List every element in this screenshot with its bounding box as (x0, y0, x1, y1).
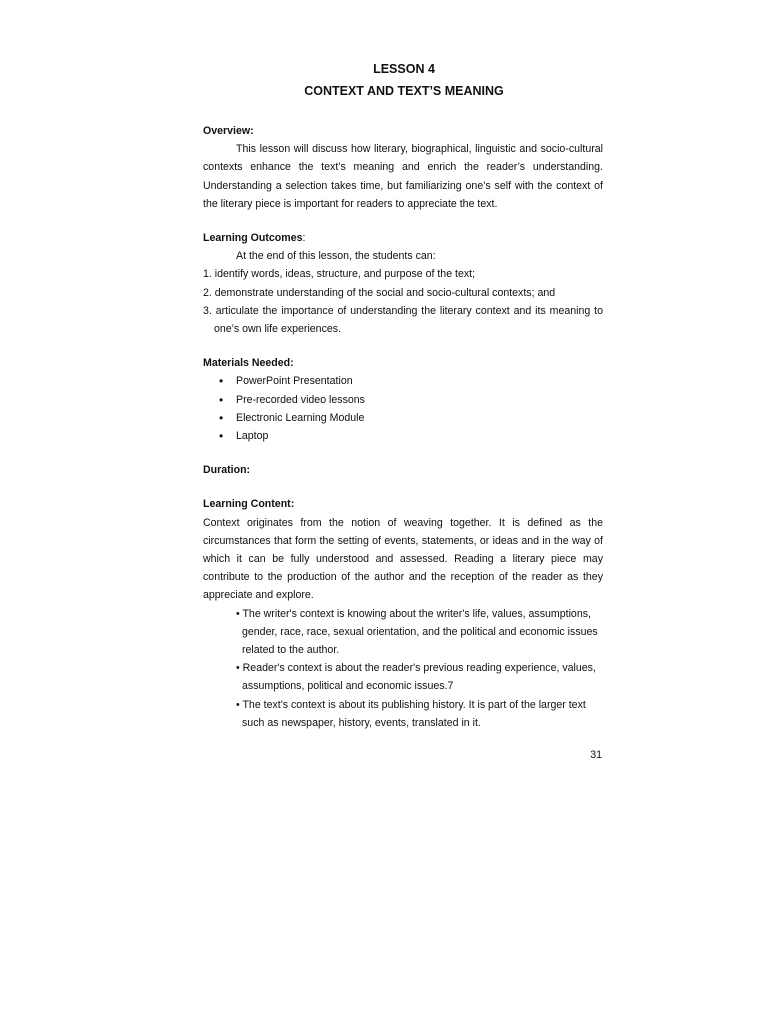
outcomes-heading: Learning Outcomes (203, 232, 303, 245)
duration-heading: Duration: (203, 464, 251, 477)
content-item: • The text's context is about its publishing history. It is part of the larger text such as newspaper, history, events, translated in it. (236, 698, 586, 729)
title-block (0, 59, 768, 102)
overview-text: This lesson will discuss how literary, biographical, linguistic and socio-cultural contexts enhance the text’s meaning and enrich the reader’s understanding. Understanding a selection takes time, but familiarizing one’s self with the context of the literary piece is important for readers to appreciate the text. (203, 143, 603, 210)
materials-heading: Materials Needed: (203, 357, 294, 370)
materials-list (203, 372, 603, 445)
content-heading: Learning Content: (203, 498, 295, 511)
outcome-item: 3. articulate the importance of understanding the literary context and its meaning to one’s own life experiences. (203, 304, 603, 336)
content-item: • Reader's context is about the reader's previous reading experience, values, assumptions, political and economic issues.7 (236, 662, 596, 693)
materials-item: • Laptop (236, 427, 603, 445)
outcomes-heading-colon: : (302, 232, 306, 245)
lesson-number: LESSON 4 (373, 62, 435, 76)
overview-heading: Overview: (203, 125, 254, 137)
lesson-title: CONTEXT AND TEXT’S MEANING (304, 84, 504, 98)
page-number: 31 (590, 749, 602, 761)
content-paragraph: Context originates from the notion of weaving together. It is defined as the circumstances that form the setting of events, statements, or ideas and in the way of which it can be fully understood and assessed. Reading a literary piece may contribute to the production of the author and the reception of the reader as they appreciate and explore. (203, 516, 603, 602)
outcomes-intro: At the end of this lesson, the students can: (236, 250, 436, 263)
materials-item: • Pre-recorded video lessons (236, 391, 603, 409)
materials-item: • Electronic Learning Module (236, 409, 603, 427)
outcome-item: 2. demonstrate understanding of the social and socio-cultural contexts; and (203, 286, 556, 299)
content-item: • The writer's context is knowing about the writer's life, values, assumptions, gender, race, race, sexual orientation, and the political and economic issues related to the author. (236, 607, 598, 657)
outcome-item: 1. identify words, ideas, structure, and purpose of the text; (203, 268, 476, 281)
materials-item: • PowerPoint Presentation (236, 372, 603, 390)
outcomes-heading-line (203, 229, 603, 247)
document-body (203, 122, 603, 732)
